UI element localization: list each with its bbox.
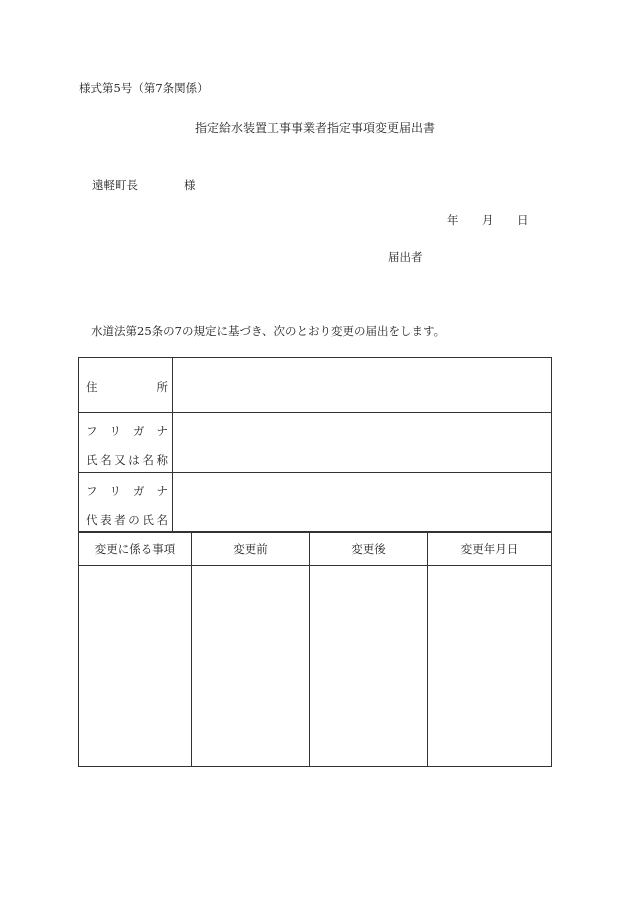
label-char: 所 <box>156 380 168 394</box>
label-char: ナ <box>156 484 168 498</box>
label-char: ナ <box>156 424 168 438</box>
applicant-label: 届出者 <box>388 250 423 264</box>
header-label: 変更年月日 <box>460 541 519 556</box>
label-char: リ <box>109 484 121 498</box>
statement-text: 水道法第25条の7の規定に基づき、次のとおり変更の届出をします。 <box>91 324 446 338</box>
label-char: 氏 <box>86 453 98 467</box>
before-cell[interactable] <box>192 566 310 766</box>
label-char: ガ <box>133 424 145 438</box>
date-month-label: 月 <box>482 213 494 227</box>
changes-table-header <box>79 532 551 566</box>
representative-value-cell[interactable] <box>173 473 551 532</box>
addressee-honorific: 様 <box>184 178 196 192</box>
change-date-cell[interactable] <box>428 566 551 766</box>
header-label: 変更前 <box>233 541 268 556</box>
label-char: 表 <box>100 513 112 527</box>
label-char: 又 <box>114 453 126 467</box>
date-year-label: 年 <box>447 213 459 227</box>
representative-row <box>79 473 551 533</box>
label-char: 名 <box>156 513 168 527</box>
label-char: は <box>128 453 140 467</box>
after-cell[interactable] <box>310 566 428 766</box>
name-row <box>79 413 551 473</box>
address-label <box>86 379 168 395</box>
label-char: 者 <box>114 513 126 527</box>
header-changed-item <box>79 532 192 565</box>
addressee-name: 遠軽町長 <box>92 178 138 192</box>
representative-label-cell <box>79 473 173 532</box>
representative-furigana-label <box>86 483 168 499</box>
document-title: 指定給水装置工事事業者指定事項変更届出書 <box>194 121 435 135</box>
header-after <box>310 532 428 565</box>
label-char: フ <box>86 424 98 438</box>
form-number: 様式第5号（第7条関係） <box>79 81 209 95</box>
label-char: 名 <box>142 453 154 467</box>
header-label: 変更後 <box>351 541 386 556</box>
label-char: 称 <box>156 453 168 467</box>
changes-table-body <box>79 566 551 766</box>
label-char: 住 <box>86 380 98 394</box>
name-value-cell[interactable] <box>173 413 551 472</box>
label-char: ガ <box>133 484 145 498</box>
representative-label <box>86 512 168 528</box>
label-char: リ <box>109 424 121 438</box>
applicant-info-table <box>78 357 552 532</box>
label-char: 氏 <box>142 513 154 527</box>
label-char: 代 <box>86 513 98 527</box>
label-char: フ <box>86 484 98 498</box>
name-furigana-label <box>86 423 168 439</box>
address-value-cell[interactable] <box>173 358 551 412</box>
changed-item-cell[interactable] <box>79 566 192 766</box>
date-day-label: 日 <box>517 213 529 227</box>
label-char: 名 <box>100 453 112 467</box>
name-label-cell <box>79 413 173 472</box>
name-label <box>86 452 168 468</box>
changes-table <box>78 531 552 767</box>
address-label-cell <box>79 358 173 412</box>
label-char: の <box>128 513 140 527</box>
header-label: 変更に係る事項 <box>94 541 176 556</box>
header-before <box>192 532 310 565</box>
header-change-date <box>428 532 551 565</box>
address-row <box>79 358 551 413</box>
